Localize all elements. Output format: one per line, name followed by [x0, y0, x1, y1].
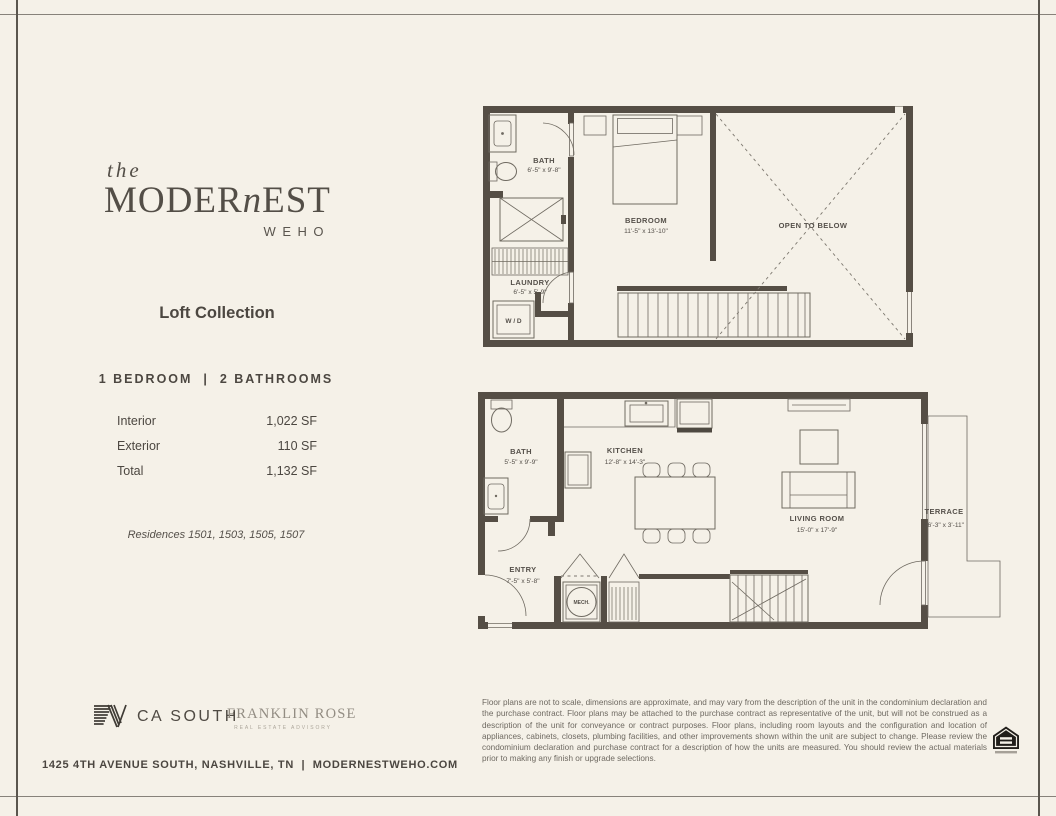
- room-label: ENTRY: [509, 565, 537, 574]
- stairs: [730, 570, 808, 622]
- brand-logo-main-italic-n: n: [242, 180, 263, 221]
- area-label: Total: [117, 464, 144, 478]
- table-row: [117, 464, 317, 478]
- shower: [500, 198, 566, 241]
- frame-line-bottom: [0, 796, 1056, 797]
- stairs: [617, 286, 810, 337]
- brokerage-logo-subtitle: REAL ESTATE ADVISORY: [234, 725, 332, 731]
- frame-line-left: [16, 0, 18, 816]
- bed: [584, 115, 702, 204]
- brokerage-logo: [227, 706, 357, 731]
- brand-logo-main-right: EST: [262, 180, 331, 221]
- room-label: OPEN TO BELOW: [778, 221, 848, 230]
- developer-logo: [94, 703, 239, 730]
- living-room-furniture: [782, 399, 855, 508]
- room-label: BATH: [533, 156, 555, 165]
- area-label: Exterior: [117, 439, 161, 453]
- room-dims: 16'-3" x 3'-11": [923, 522, 965, 529]
- room-label: LAUNDRY: [510, 278, 550, 287]
- room-label: KITCHEN: [606, 446, 644, 455]
- brand-logo-main-left: MODER: [104, 180, 243, 221]
- residences-list: Residences 1501, 1503, 1505, 1507: [127, 529, 305, 541]
- room-label: BATH: [510, 447, 532, 456]
- ca-south-icon: [94, 703, 128, 730]
- room-label: BEDROOM: [625, 216, 667, 225]
- table-row: [117, 414, 317, 428]
- table-row: [117, 439, 317, 453]
- frame-line-top: [0, 14, 1056, 15]
- area-table: [117, 414, 317, 489]
- brand-logo-main: [104, 182, 330, 219]
- room-dims: 11'-5" x 13'-10": [624, 228, 668, 235]
- address-line: 1425 4TH AVENUE SOUTH, NASHVILLE, TN | MODERNESTWEHO.COM: [42, 759, 458, 771]
- lower-floorplan: [478, 392, 1010, 636]
- brand-logo-prefix: the: [107, 158, 142, 182]
- area-value: 1,022 SF: [266, 414, 317, 428]
- coat-closet: [609, 554, 639, 622]
- brand-logo-sub: WEHO: [263, 224, 330, 239]
- bed-bath-configuration: 1 BEDROOM | 2 BATHROOMS: [98, 372, 334, 386]
- area-value: 1,132 SF: [266, 464, 317, 478]
- disclaimer-text: Floor plans are not to scale, dimensions are approximate, and may vary from the description of the unit in the condominium declaration and the purchase contract. Floor plans may be attached to the purchase contract as representative of the unit, but will not be construed as a description of the unit for conveyance or contract purposes. Floor plans, including room layouts and the configuration and location of appliances, cabinets, closets, plumbing facilities, and other improvements shown within the unit are subject to change. Please review the condominium declaration and purchase contract for a description of how the units are measured. You should review the actual materials prior to making any finish or upgrade selections.: [482, 698, 987, 764]
- refrigerator: [565, 452, 591, 488]
- kitchen-counter: [564, 399, 712, 488]
- collection-title: Loft Collection: [159, 304, 275, 322]
- closet-rod: [492, 248, 568, 275]
- equal-housing-opportunity-icon: [991, 725, 1021, 760]
- brokerage-logo-text: FRANKLIN ROSE: [227, 706, 357, 722]
- svg-text:W / D: W / D: [505, 318, 522, 325]
- frame-line-right: [1038, 0, 1040, 816]
- developer-logo-text: CA SOUTH: [137, 707, 239, 725]
- sofa: [782, 472, 855, 508]
- terrace-outline: [928, 416, 1000, 617]
- brand-logo: [104, 158, 330, 239]
- dining-table: [635, 463, 715, 543]
- room-label: TERRACE: [924, 507, 964, 516]
- room-label: LIVING ROOM: [789, 514, 845, 523]
- svg-text:MECH.: MECH.: [573, 600, 590, 606]
- washer-dryer: [493, 301, 534, 338]
- mech-closet: [561, 554, 600, 622]
- room-dims: 5'-5" x 9'-9": [504, 459, 538, 466]
- area-label: Interior: [117, 414, 156, 428]
- room-dims: 15'-0" x 17'-9": [796, 527, 838, 534]
- room-dims: 7'-5" x 5'-8": [506, 578, 540, 585]
- room-dims: 6'-5" x 9'-8": [527, 167, 561, 174]
- room-dims: 6'-5" x 5'-9": [513, 289, 547, 296]
- upper-floorplan: [483, 104, 915, 352]
- room-dims: 12'-8" x 14'-3": [604, 459, 646, 466]
- area-value: 110 SF: [277, 439, 317, 453]
